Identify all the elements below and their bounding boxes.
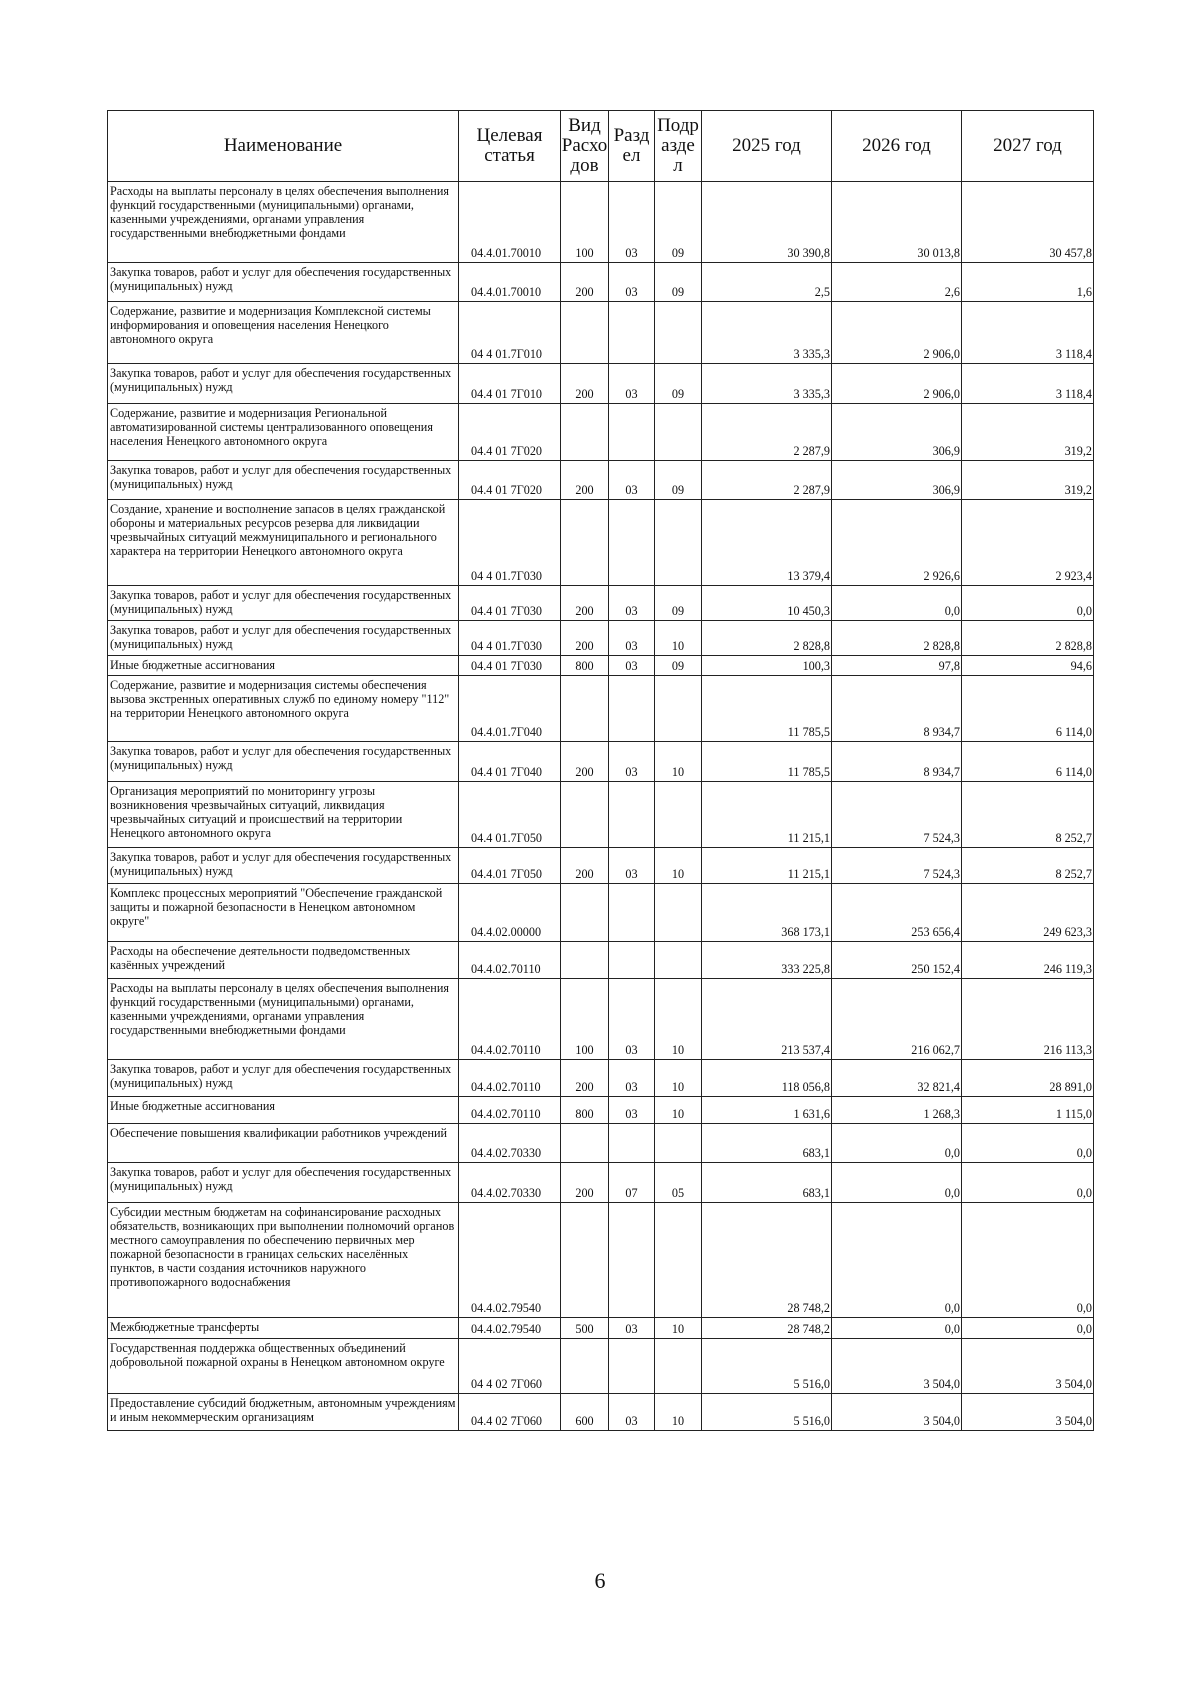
- cell-podr: 10: [655, 1060, 702, 1097]
- cell-vid: 200: [561, 586, 609, 621]
- cell-podr: 09: [655, 263, 702, 302]
- cell-y2027: 249 623,3: [962, 884, 1094, 942]
- cell-podr: [655, 1203, 702, 1318]
- cell-y2027: 319,2: [962, 404, 1094, 461]
- table-row: [108, 404, 1094, 461]
- table-row: [108, 1163, 1094, 1203]
- cell-y2025: 2 287,9: [702, 461, 832, 500]
- cell-vid: [561, 942, 609, 979]
- cell-code: 04.4 02 7Г060: [459, 1394, 561, 1431]
- cell-name: Обеспечение повышения квалификации работников учреждений: [108, 1124, 459, 1163]
- cell-y2025: 333 225,8: [702, 942, 832, 979]
- cell-podr: [655, 884, 702, 942]
- cell-vid: 100: [561, 182, 609, 263]
- table-row: [108, 302, 1094, 364]
- cell-code: 04.4.01.7Г040: [459, 676, 561, 742]
- cell-podr: 09: [655, 461, 702, 500]
- cell-y2026: 32 821,4: [832, 1060, 962, 1097]
- cell-y2025: 30 390,8: [702, 182, 832, 263]
- cell-razd: 03: [609, 263, 655, 302]
- cell-code: 04.4.02.70110: [459, 942, 561, 979]
- cell-vid: 200: [561, 848, 609, 884]
- table-row: [108, 1203, 1094, 1318]
- cell-podr: 10: [655, 742, 702, 782]
- cell-podr: 09: [655, 364, 702, 404]
- cell-name: Содержание, развитие и модернизация Комплексной системы информирования и оповещения населения Ненецкого автономного округа: [108, 302, 459, 364]
- cell-y2027: 30 457,8: [962, 182, 1094, 263]
- cell-y2027: 0,0: [962, 586, 1094, 621]
- cell-y2025: 100,3: [702, 656, 832, 676]
- cell-y2025: 11 785,5: [702, 676, 832, 742]
- table-row: [108, 1060, 1094, 1097]
- cell-name: Расходы на выплаты персоналу в целях обеспечения выполнения функций государственными (муниципальными) органами, казенными учреждениями, органами управления государственными внебюджетными фондами: [108, 182, 459, 263]
- cell-vid: 800: [561, 1097, 609, 1124]
- cell-vid: 800: [561, 656, 609, 676]
- cell-y2025: 3 335,3: [702, 302, 832, 364]
- cell-podr: 10: [655, 621, 702, 656]
- cell-vid: 200: [561, 263, 609, 302]
- cell-y2026: 2 906,0: [832, 302, 962, 364]
- header-podr: Подр азде л: [655, 111, 702, 182]
- cell-y2027: 2 923,4: [962, 500, 1094, 586]
- cell-y2026: 2 926,6: [832, 500, 962, 586]
- cell-vid: [561, 884, 609, 942]
- cell-y2025: 28 748,2: [702, 1318, 832, 1339]
- cell-podr: [655, 676, 702, 742]
- table-row: [108, 782, 1094, 848]
- cell-y2025: 13 379,4: [702, 500, 832, 586]
- cell-code: 04 4 01.7Г030: [459, 621, 561, 656]
- cell-y2025: 1 631,6: [702, 1097, 832, 1124]
- cell-y2027: 246 119,3: [962, 942, 1094, 979]
- cell-y2027: 0,0: [962, 1124, 1094, 1163]
- cell-name: Закупка товаров, работ и услуг для обеспечения государственных (муниципальных) нужд: [108, 621, 459, 656]
- cell-razd: [609, 782, 655, 848]
- cell-code: 04.4 01 7Г030: [459, 656, 561, 676]
- cell-vid: 200: [561, 1163, 609, 1203]
- cell-name: Организация мероприятий по мониторингу угрозы возникновения чрезвычайных ситуаций, ликвидация чрезвычайных ситуаций и происшествий на территории Ненецкого автономного округа: [108, 782, 459, 848]
- cell-y2026: 0,0: [832, 1163, 962, 1203]
- table-row: [108, 676, 1094, 742]
- cell-podr: 09: [655, 656, 702, 676]
- cell-y2027: 3 118,4: [962, 364, 1094, 404]
- cell-y2025: 28 748,2: [702, 1203, 832, 1318]
- table-row: [108, 1394, 1094, 1431]
- cell-y2026: 2,6: [832, 263, 962, 302]
- cell-y2026: 8 934,7: [832, 676, 962, 742]
- cell-code: 04.4.02.70110: [459, 1060, 561, 1097]
- cell-code: 04.4 01 7Г040: [459, 742, 561, 782]
- cell-podr: [655, 404, 702, 461]
- cell-y2026: 0,0: [832, 1203, 962, 1318]
- cell-vid: 500: [561, 1318, 609, 1339]
- cell-y2027: 0,0: [962, 1318, 1094, 1339]
- cell-y2026: 7 524,3: [832, 782, 962, 848]
- cell-razd: 03: [609, 979, 655, 1060]
- cell-y2025: 10 450,3: [702, 586, 832, 621]
- table-row: [108, 1124, 1094, 1163]
- cell-y2026: 3 504,0: [832, 1394, 962, 1431]
- cell-y2025: 11 215,1: [702, 782, 832, 848]
- table-row: [108, 884, 1094, 942]
- table-row: [108, 1097, 1094, 1124]
- cell-razd: 03: [609, 1394, 655, 1431]
- cell-podr: [655, 1339, 702, 1394]
- cell-code: 04.4.01.70010: [459, 182, 561, 263]
- cell-razd: 03: [609, 848, 655, 884]
- page-number: 6: [594, 1568, 606, 1593]
- cell-y2025: 5 516,0: [702, 1394, 832, 1431]
- cell-code: 04.4 01 7Г010: [459, 364, 561, 404]
- cell-podr: 05: [655, 1163, 702, 1203]
- cell-razd: [609, 676, 655, 742]
- cell-name: Расходы на обеспечение деятельности подведомственных казённых учреждений: [108, 942, 459, 979]
- cell-vid: 200: [561, 461, 609, 500]
- cell-name: Закупка товаров, работ и услуг для обеспечения государственных (муниципальных) нужд: [108, 848, 459, 884]
- cell-name: Закупка товаров, работ и услуг для обеспечения государственных (муниципальных) нужд: [108, 586, 459, 621]
- cell-y2026: 306,9: [832, 461, 962, 500]
- cell-y2026: 250 152,4: [832, 942, 962, 979]
- cell-vid: [561, 1203, 609, 1318]
- cell-y2025: 5 516,0: [702, 1339, 832, 1394]
- cell-name: Закупка товаров, работ и услуг для обеспечения государственных (муниципальных) нужд: [108, 1163, 459, 1203]
- header-code: Целевая статья: [459, 111, 561, 182]
- table-row: [108, 656, 1094, 676]
- cell-vid: 600: [561, 1394, 609, 1431]
- cell-y2027: 0,0: [962, 1163, 1094, 1203]
- cell-razd: 03: [609, 621, 655, 656]
- cell-vid: 200: [561, 742, 609, 782]
- cell-podr: [655, 782, 702, 848]
- cell-y2025: 11 785,5: [702, 742, 832, 782]
- header-2026: 2026 год: [832, 111, 962, 182]
- table-row: [108, 364, 1094, 404]
- cell-razd: 03: [609, 742, 655, 782]
- cell-name: Содержание, развитие и модернизация Региональной автоматизированной системы централизованного оповещения населения Ненецкого автономного округа: [108, 404, 459, 461]
- cell-name: Содержание, развитие и модернизация системы обеспечения вызова экстренных оперативных служб по единому номеру "112" на территории Ненецкого автономного округа: [108, 676, 459, 742]
- cell-y2027: 3 504,0: [962, 1339, 1094, 1394]
- table-row: [108, 742, 1094, 782]
- cell-vid: 200: [561, 364, 609, 404]
- table-row: [108, 942, 1094, 979]
- cell-y2026: 2 906,0: [832, 364, 962, 404]
- cell-razd: [609, 884, 655, 942]
- cell-razd: 03: [609, 1060, 655, 1097]
- table-row: [108, 1318, 1094, 1339]
- cell-name: Иные бюджетные ассигнования: [108, 1097, 459, 1124]
- cell-y2026: 0,0: [832, 1124, 962, 1163]
- cell-vid: 100: [561, 979, 609, 1060]
- cell-podr: 10: [655, 848, 702, 884]
- cell-y2027: 8 252,7: [962, 848, 1094, 884]
- cell-y2025: 11 215,1: [702, 848, 832, 884]
- header-2027: 2027 год: [962, 111, 1094, 182]
- cell-name: Расходы на выплаты персоналу в целях обеспечения выполнения функций государственными (муниципальными) органами, казенными учреждениями, органами управления государственными внебюджетными фондами: [108, 979, 459, 1060]
- cell-razd: [609, 404, 655, 461]
- cell-y2026: 0,0: [832, 586, 962, 621]
- cell-y2026: 216 062,7: [832, 979, 962, 1060]
- cell-code: 04 4 02 7Г060: [459, 1339, 561, 1394]
- cell-razd: 03: [609, 461, 655, 500]
- cell-y2025: 2,5: [702, 263, 832, 302]
- table-row: [108, 263, 1094, 302]
- budget-table: [107, 110, 1094, 1431]
- cell-y2026: 97,8: [832, 656, 962, 676]
- cell-y2026: 306,9: [832, 404, 962, 461]
- cell-code: 04.4.01 7Г050: [459, 848, 561, 884]
- cell-vid: [561, 1339, 609, 1394]
- cell-y2027: 3 118,4: [962, 302, 1094, 364]
- cell-y2025: 213 537,4: [702, 979, 832, 1060]
- cell-code: 04.4.02.79540: [459, 1318, 561, 1339]
- table-row: [108, 182, 1094, 263]
- cell-razd: 03: [609, 182, 655, 263]
- cell-y2027: 1,6: [962, 263, 1094, 302]
- cell-y2027: 3 504,0: [962, 1394, 1094, 1431]
- cell-y2027: 216 113,3: [962, 979, 1094, 1060]
- table-row: [108, 848, 1094, 884]
- cell-name: Иные бюджетные ассигнования: [108, 656, 459, 676]
- cell-razd: [609, 1339, 655, 1394]
- cell-razd: 07: [609, 1163, 655, 1203]
- cell-y2027: 1 115,0: [962, 1097, 1094, 1124]
- cell-code: 04 4 01.7Г030: [459, 500, 561, 586]
- cell-name: Закупка товаров, работ и услуг для обеспечения государственных (муниципальных) нужд: [108, 263, 459, 302]
- cell-y2026: 3 504,0: [832, 1339, 962, 1394]
- table-header-row: [108, 111, 1094, 182]
- cell-y2025: 118 056,8: [702, 1060, 832, 1097]
- cell-vid: [561, 782, 609, 848]
- cell-podr: 10: [655, 1318, 702, 1339]
- cell-name: Создание, хранение и восполнение запасов в целях гражданской обороны и материальных ресурсов резерва для ликвидации чрезвычайных ситуаций межмуниципального и регионального характера на территории Ненецкого автономного округа: [108, 500, 459, 586]
- cell-y2026: 0,0: [832, 1318, 962, 1339]
- cell-y2027: 6 114,0: [962, 742, 1094, 782]
- cell-name: Межбюджетные трансферты: [108, 1318, 459, 1339]
- cell-code: 04 4 01.7Г010: [459, 302, 561, 364]
- cell-y2026: 1 268,3: [832, 1097, 962, 1124]
- cell-y2025: 368 173,1: [702, 884, 832, 942]
- cell-code: 04.4 01 7Г030: [459, 586, 561, 621]
- cell-y2025: 3 335,3: [702, 364, 832, 404]
- cell-name: Предоставление субсидий бюджетным, автономным учреждениям и иным некоммерческим организациям: [108, 1394, 459, 1431]
- cell-y2026: 253 656,4: [832, 884, 962, 942]
- cell-podr: [655, 302, 702, 364]
- cell-y2025: 2 828,8: [702, 621, 832, 656]
- table-row: [108, 1339, 1094, 1394]
- cell-podr: 10: [655, 1097, 702, 1124]
- cell-name: Комплекс процессных мероприятий "Обеспечение гражданской защиты и пожарной безопасности в Ненецком автономном округе": [108, 884, 459, 942]
- cell-y2027: 6 114,0: [962, 676, 1094, 742]
- cell-podr: 09: [655, 586, 702, 621]
- cell-name: Закупка товаров, работ и услуг для обеспечения государственных (муниципальных) нужд: [108, 1060, 459, 1097]
- cell-razd: [609, 1203, 655, 1318]
- table-row: [108, 461, 1094, 500]
- cell-vid: [561, 404, 609, 461]
- cell-y2027: 28 891,0: [962, 1060, 1094, 1097]
- cell-y2027: 0,0: [962, 1203, 1094, 1318]
- cell-razd: [609, 942, 655, 979]
- cell-y2026: 8 934,7: [832, 742, 962, 782]
- cell-code: 04.4.02.70330: [459, 1124, 561, 1163]
- cell-razd: 03: [609, 586, 655, 621]
- cell-code: 04.4.02.70330: [459, 1163, 561, 1203]
- cell-code: 04.4 01 7Г020: [459, 461, 561, 500]
- cell-razd: [609, 500, 655, 586]
- cell-podr: [655, 500, 702, 586]
- cell-code: 04.4.02.70110: [459, 1097, 561, 1124]
- cell-y2027: 8 252,7: [962, 782, 1094, 848]
- header-2025: 2025 год: [702, 111, 832, 182]
- header-razd: Разд ел: [609, 111, 655, 182]
- cell-razd: 03: [609, 1097, 655, 1124]
- cell-podr: 09: [655, 182, 702, 263]
- cell-podr: [655, 1124, 702, 1163]
- cell-code: 04.4 01 7Г020: [459, 404, 561, 461]
- cell-code: 04.4.02.79540: [459, 1203, 561, 1318]
- table-row: [108, 621, 1094, 656]
- cell-y2027: 94,6: [962, 656, 1094, 676]
- header-name: Наименование: [108, 111, 459, 182]
- cell-code: 04.4.02.70110: [459, 979, 561, 1060]
- cell-vid: [561, 1124, 609, 1163]
- cell-name: Субсидии местным бюджетам на софинансирование расходных обязательств, возникающих при выполнении полномочий органов местного самоуправления по обеспечению первичных мер пожарной безопасности в границах сельских населённых пунктов, в части создания источников наружного противопожарного водоснабжения: [108, 1203, 459, 1318]
- table-row: [108, 500, 1094, 586]
- cell-y2025: 683,1: [702, 1163, 832, 1203]
- cell-y2027: 2 828,8: [962, 621, 1094, 656]
- cell-code: 04.4.02.00000: [459, 884, 561, 942]
- cell-razd: 03: [609, 656, 655, 676]
- cell-razd: 03: [609, 364, 655, 404]
- cell-vid: 200: [561, 621, 609, 656]
- table-row: [108, 586, 1094, 621]
- cell-y2027: 319,2: [962, 461, 1094, 500]
- cell-vid: [561, 302, 609, 364]
- cell-name: Закупка товаров, работ и услуг для обеспечения государственных (муниципальных) нужд: [108, 461, 459, 500]
- cell-y2025: 683,1: [702, 1124, 832, 1163]
- cell-code: 04.4.01.70010: [459, 263, 561, 302]
- cell-vid: 200: [561, 1060, 609, 1097]
- cell-vid: [561, 676, 609, 742]
- table-row: [108, 979, 1094, 1060]
- cell-razd: [609, 302, 655, 364]
- cell-podr: 10: [655, 1394, 702, 1431]
- cell-y2026: 2 828,8: [832, 621, 962, 656]
- cell-y2026: 30 013,8: [832, 182, 962, 263]
- cell-podr: 10: [655, 979, 702, 1060]
- header-vid: Вид Расхо дов: [561, 111, 609, 182]
- cell-y2025: 2 287,9: [702, 404, 832, 461]
- cell-podr: [655, 942, 702, 979]
- table-body: [108, 182, 1094, 1431]
- cell-code: 04.4 01.7Г050: [459, 782, 561, 848]
- cell-name: Закупка товаров, работ и услуг для обеспечения государственных (муниципальных) нужд: [108, 364, 459, 404]
- cell-razd: [609, 1124, 655, 1163]
- cell-vid: [561, 500, 609, 586]
- cell-razd: 03: [609, 1318, 655, 1339]
- cell-y2026: 7 524,3: [832, 848, 962, 884]
- cell-name: Закупка товаров, работ и услуг для обеспечения государственных (муниципальных) нужд: [108, 742, 459, 782]
- cell-name: Государственная поддержка общественных объединений добровольной пожарной охраны в Ненецком автономном округе: [108, 1339, 459, 1394]
